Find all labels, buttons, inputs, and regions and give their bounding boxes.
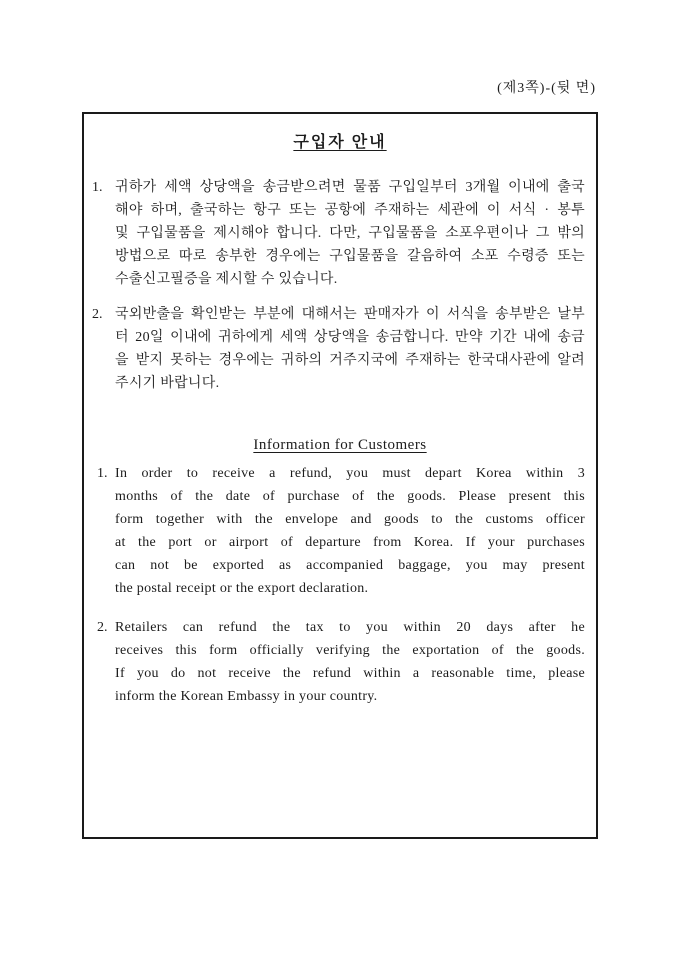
english-title-text: Information for Customers [253,437,427,453]
text-line: 수출신고필증을 제시할 수 있습니다. [115,272,338,287]
text-line: If you do not receive the refund within a reasonable time, please [115,666,585,681]
item-text [115,303,585,395]
item-number: 1. [92,180,103,195]
item-number: 1. [97,466,108,481]
list-item [97,462,603,600]
text-line: 주시기 바랍니다. [115,376,220,391]
korean-instructions-list [92,176,593,395]
text-line: the postal receipt or the export declaration. [115,581,369,596]
item-text [115,176,585,291]
text-line: Retailers can refund the tax to you within 20 days after he [115,620,585,635]
text-line: can not be exported as accompanied baggage, you may present [115,558,585,573]
text-line: 국외반출을 확인받는 부분에 대해서는 판매자가 이 서식을 송부받은 날부 [115,307,585,322]
item-number: 2. [97,620,108,635]
item-text [115,462,585,600]
text-line: 방법으로 따로 송부한 경우에는 구입물품을 갈음하여 소포 수령증 또는 [115,249,585,264]
item-number: 2. [92,307,103,322]
text-line: form together with the envelope and goods to the customs officer [115,512,585,527]
page-number-label: (제3쪽)-(뒷 면) [497,81,596,96]
english-title [84,437,596,454]
korean-title [84,129,596,152]
text-line: 귀하가 세액 상당액을 송금받으려면 물품 구입일부터 3개월 이내에 출국 [115,180,585,195]
text-line: at the port or airport of departure from Korea. If your purchases [115,535,585,550]
text-line: inform the Korean Embassy in your country. [115,689,378,704]
text-line: receives this form officially verifying the exportation of the goods. [115,643,585,658]
notice-box [82,112,598,839]
text-line: 을 받지 못하는 경우에는 귀하의 거주지국에 주재하는 한국대사관에 알려 [115,353,585,368]
text-line: months of the date of purchase of the goods. Please present this [115,489,585,504]
korean-title-text: 구입자 안내 [293,134,387,151]
text-line: 해야 하며, 출국하는 항구 또는 공항에 주재하는 세관에 이 서식 · 봉투 [115,203,585,218]
text-line: 터 20일 이내에 귀하에게 세액 상당액을 송금합니다. 만약 기간 내에 송금 [115,330,585,345]
item-text [115,616,585,708]
list-item [92,303,593,395]
text-line: 및 구입물품을 제시해야 합니다. 다만, 구입물품을 소포우편이나 그 밖의 [115,226,585,241]
list-item [92,176,593,291]
text-line: In order to receive a refund, you must depart Korea within 3 [115,466,585,481]
english-instructions-list [97,462,603,708]
list-item [97,616,603,708]
